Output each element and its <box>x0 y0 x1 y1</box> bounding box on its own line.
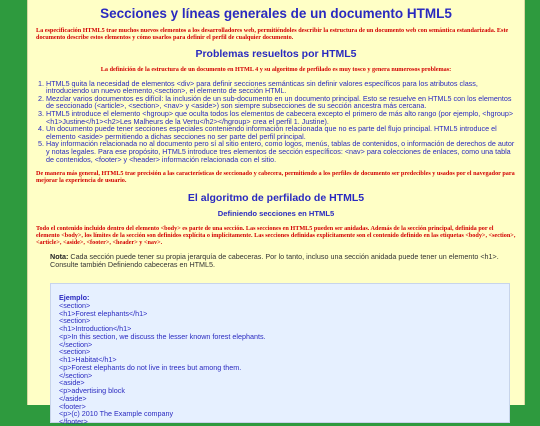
code-line: </section> <box>59 339 93 349</box>
code-line: </footer> <box>59 417 88 426</box>
note-text: Cada sección puede tener su propia jerarquía de cabeceras. Por lo tanto, incluso una sección anidada puede tener un elemento <h1>. Consulte también Definiendo cabeceras en HTML5. <box>50 252 499 269</box>
code-line: <aside> <box>59 378 85 388</box>
definiendo-heading: Definiendo secciones en HTML5 <box>217 208 335 218</box>
code-line: <section> <box>59 300 91 310</box>
problems-caption: La definición de la estructura de un documento en HTML 4 y su algoritmo de perfilado es muy tosco y genera numerosos problemas: <box>100 66 452 74</box>
intro-paragraph: La especificación HTML5 trae muchos nuevos elementos a los desarrolladores web, permitiéndoles describir la estructura de un documento web con semántica estandarizada. Este documento describe estos elementos y cómo usarlos para definir el perfil de cualquier documento. <box>36 27 509 42</box>
note-label: Nota: <box>50 252 69 262</box>
problem-item: 5. Hay información relacionada no al documento pero sí al sitio entero, como logos, menús, tablas de contenidos, o información de derechos de autor y notas legales. Para ese propósito, HTML5 introduce tres elementos de sección específicos: <nav> para colecciones de enlaces, como una tabla de contenidos, <footer> y <header> información relacionada con el sitio. <box>46 140 516 163</box>
algorithm-heading: El algoritmo de perfilado de HTML5 <box>187 191 365 204</box>
problem-item: 1. HTML5 quita la necesidad de elementos <div> para definir secciones semánticas sin definir valores específicos para los atributos class, introduciendo un nuevo elemento,<section>, el elemento de sección HTML. <box>46 80 516 95</box>
summary-paragraph: De manera más general, HTML5 trae precisión a las características de seccionado y cabecera, permitiendo a los perfiles de documento ser predecibles y usados por el navegador para mejorar la experiencia de usuario. <box>36 170 515 185</box>
note-paragraph <box>50 253 508 269</box>
problem-item: 3. HTML5 introduce el elemento <hgroup> que oculta todos los elementos de cabecera excepto el primero de más alto rango (por ejemplo, <hgroup><h1>Justine</h1><h2>Les Malheurs de la Vertu</h2></hgroup> crea el perfil 1. Justine). <box>46 110 516 125</box>
code-line: </section> <box>59 370 93 380</box>
code-line: <p>(c) 2010 The Example company <box>59 409 174 419</box>
code-line: </aside> <box>59 393 87 403</box>
example-box <box>50 283 510 426</box>
code-line: <footer> <box>59 401 86 411</box>
problem-item: 2. Mezclar varios documentos es difícil: la inclusión de un sub-documento en un documento principal. Esto se resuelve en HTML5 con los elementos de seccionado (<article>, <section>, <nav> y <aside>) son siempre subsecciones de su sección ancestra más cercana. <box>46 95 516 110</box>
code-line: <h1>Introduction</h1> <box>59 324 132 333</box>
code-line: <h1>Habitat</h1> <box>59 355 117 364</box>
example-label: Ejemplo: <box>59 293 90 302</box>
page-title: Secciones y líneas generales de un documento HTML5 <box>100 6 452 21</box>
code-line: <p>advertising block <box>59 386 125 395</box>
problem-item: 4. Un documento puede tener secciones especiales conteniendo información relacionada que no es parte del flujo principal. HTML5 introduce el elemento <aside> permitiendo a dichas secciones no ser parte del perfil principal. <box>46 125 516 140</box>
code-line: <section> <box>59 347 91 357</box>
problems-heading: Problemas resueltos por HTML5 <box>195 48 357 61</box>
code-line: <p>In this section, we discuss the lesser known forest elephants. <box>59 331 266 341</box>
code-line: <p>Forest elephants do not live in trees but among them. <box>59 362 242 372</box>
problems-list <box>28 80 516 164</box>
definiendo-paragraph: Todo el contenido incluido dentro del elemento <body> es parte de una sección. Las secciones en HTML5 pueden ser anidadas. Además de la sección principal, definida por el elemento <body>, los límites de la sección son definidos explícita o implícitamente. Las secciones definidas explícitamente son el contenido definido en las etiquetas <body>, <section>, <article>, <aside>, <footer>, <header> y <nav>. <box>36 224 516 246</box>
code-line: <section> <box>59 316 91 326</box>
document-page <box>27 0 525 426</box>
code-line: <h1>Forest elephants</h1> <box>59 308 148 318</box>
